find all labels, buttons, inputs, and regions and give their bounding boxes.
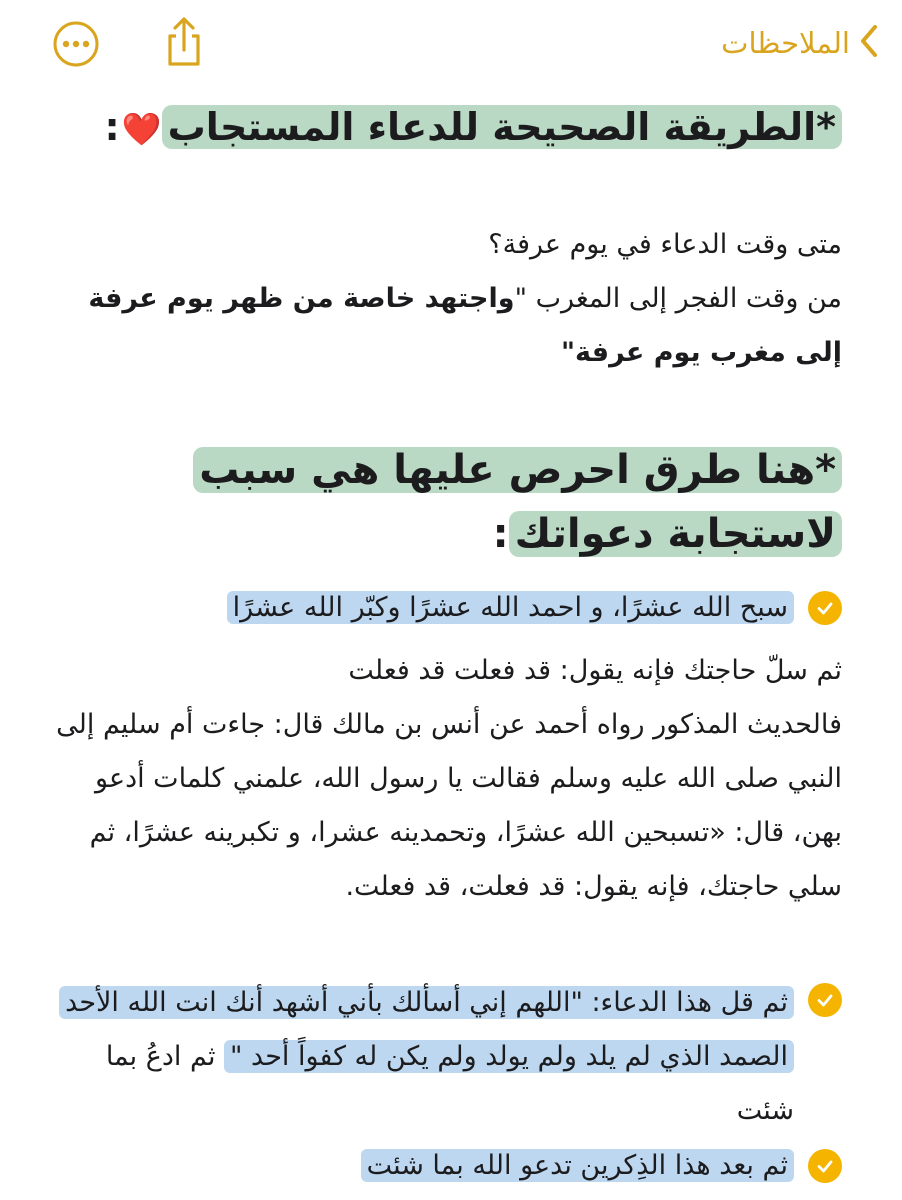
share-button[interactable]: [160, 14, 208, 70]
chevron-left-icon: [858, 23, 880, 63]
share-icon: [160, 55, 208, 74]
note-heading-2: [52, 438, 842, 566]
heading-2-colon: :: [492, 511, 509, 557]
answer-plain: من وقت الفجر إلى المغرب ": [514, 283, 842, 314]
answer-bold: واجتهد خاصة من ظهر يوم عرفة إلى مغرب يوم عرفة": [88, 283, 842, 368]
p2-rest: فالحديث المذكور رواه أحمد عن أنس بن مالك قال: جاءت أم سليم إلى النبي صلى الله عليه وسلم فقالت يا رسول الله، علمني كلمات أدعو بهن، قال: «تسبحين الله عشرًا، وتحمدينه عشرا، و تكبرينه عشرًا، ثم سلي حاجتك، فإنه يقول: قد فعلت، قد فعلت.: [56, 709, 842, 902]
p2-line-1: ثم سلّ حاجتك فإنه يقول: قد فعلت قد فعلت: [348, 655, 842, 686]
intro-paragraph: [52, 218, 842, 380]
more-icon: [52, 53, 100, 72]
checklist-item-1: [52, 584, 842, 632]
checklist-item-2-highlight: ثم قل هذا الدعاء: "اللهم إني أسألك بأني أشهد أنك انت الله الأحد الصمد الذي لم يلد ولم يولد ولم يكن له كفواً أحد ": [59, 986, 794, 1073]
back-button[interactable]: [721, 18, 880, 68]
heading-1-text: *الطريقة الصحيحة للدعاء المستجاب: [162, 105, 842, 149]
heading-1-colon: :: [104, 105, 120, 149]
heading-2-text: *هنا طرق احرص عليها هي سبب لاستجابة دعواتك: [193, 447, 842, 557]
back-label: الملاحظات: [721, 26, 850, 60]
note-heading-1: [62, 96, 842, 160]
more-button[interactable]: [52, 20, 100, 68]
checkmark-icon[interactable]: [808, 1149, 842, 1183]
heart-emoji-icon: ❤️: [121, 110, 162, 148]
checkmark-icon[interactable]: [808, 983, 842, 1017]
question-line: متى وقت الدعاء في يوم عرفة؟: [488, 229, 842, 260]
answer-text: [52, 272, 842, 380]
checklist-item-1-text: سبح الله عشرًا، و احمد الله عشرًا وكبّر الله عشرًا: [227, 591, 794, 624]
checklist-item-3: [52, 1142, 842, 1190]
checklist-item-2-plain: ثم ادعُ بما شئت: [105, 1041, 794, 1126]
checklist-item-2: [52, 976, 842, 1138]
navigation-bar: [0, 0, 902, 88]
checklist-item-3-text: ثم بعد هذا الذِكرين تدعو الله بما شئت: [361, 1149, 794, 1182]
hadith-paragraph: [52, 644, 842, 914]
checkmark-icon[interactable]: [808, 591, 842, 625]
